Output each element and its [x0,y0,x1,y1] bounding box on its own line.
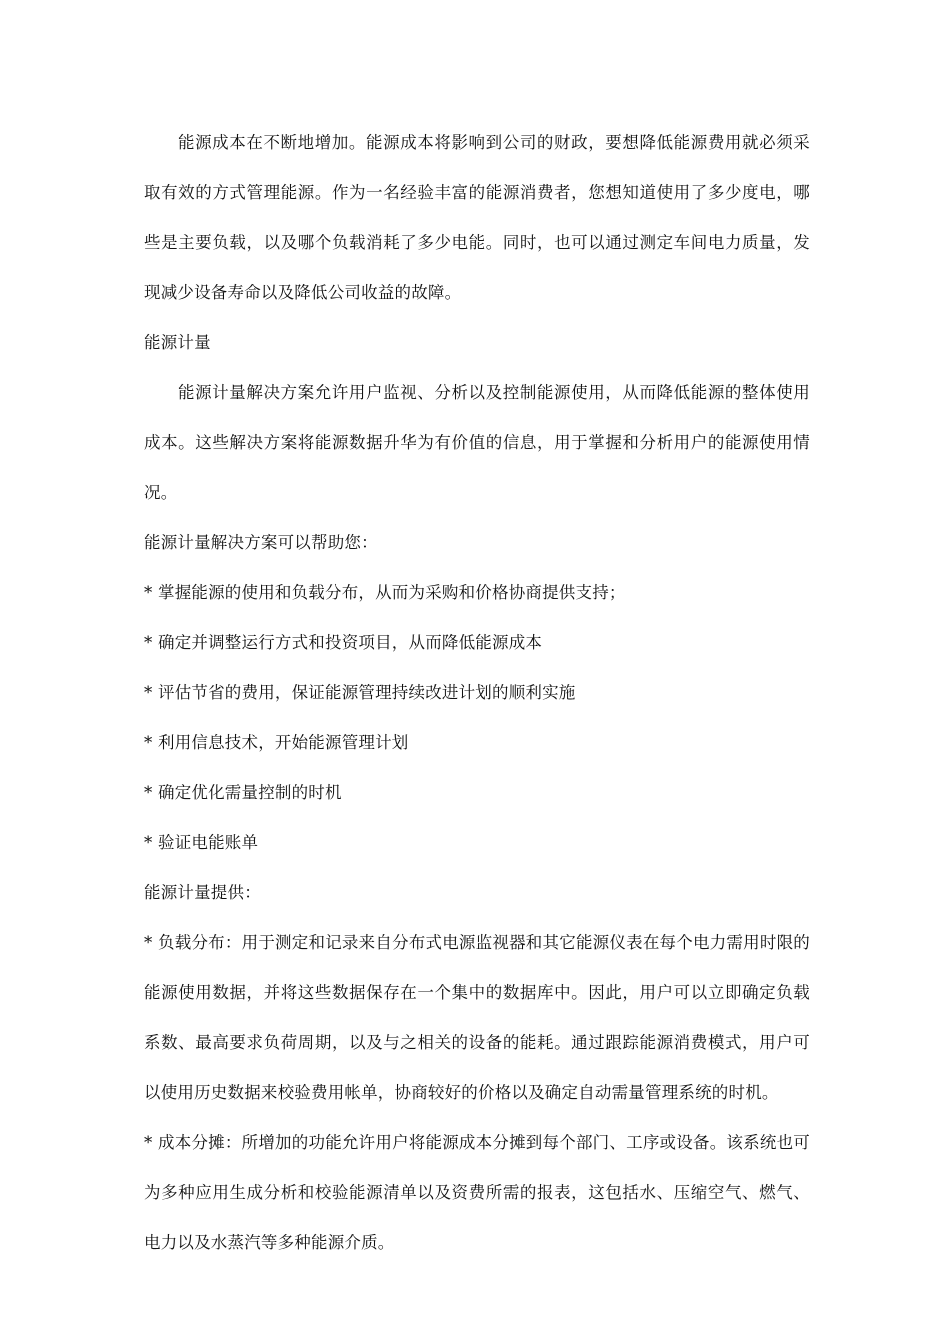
help-list-item [144,618,810,668]
document-body [144,118,810,1268]
help-item-text: 评估节省的费用，保证能源管理持续改进计划的顺利实施 [158,683,576,702]
help-item-text: 利用信息技术，开始能源管理计划 [158,733,409,752]
bullet-mark: * [144,1133,153,1152]
help-heading: 能源计量解决方案可以帮助您： [144,533,378,552]
provide-item-text: 成本分摊：所增加的功能允许用户将能源成本分摊到每个部门、工序或设备。该系统也可为多种应用生成分析和校验能源清单以及资费所需的报表，这包括水、压缩空气、燃气、电力以及水蒸汽等多种能源介质。 [144,1133,810,1252]
bullet-mark: * [144,733,153,752]
bullet-mark: * [144,683,153,702]
provide-list-item [144,1118,810,1268]
help-list-item [144,568,810,618]
provide-list-item [144,918,810,1118]
intro-paragraph: 能源成本在不断地增加。能源成本将影响到公司的财政，要想降低能源费用就必须采取有效的方式管理能源。作为一名经验丰富的能源消费者，您想知道使用了多少度电，哪些是主要负载，以及哪个负载消耗了多少电能。同时，也可以通过测定车间电力质量，发现减少设备寿命以及降低公司收益的故障。 [144,133,810,302]
help-item-text: 确定优化需量控制的时机 [158,783,342,802]
bullet-mark: * [144,783,153,802]
bullet-mark: * [144,933,153,952]
provide-item-text: 负载分布：用于测定和记录来自分布式电源监视器和其它能源仪表在每个电力需用时限的能源使用数据，并将这些数据保存在一个集中的数据库中。因此，用户可以立即确定负载系数、最高要求负荷周期，以及与之相关的设备的能耗。通过跟踪能源消费模式，用户可以使用历史数据来校验费用帐单，协商较好的价格以及确定自动需量管理系统的时机。 [144,933,810,1102]
bullet-mark: * [144,583,153,602]
help-list-item [144,718,810,768]
section-intro-paragraph: 能源计量解决方案允许用户监视、分析以及控制能源使用，从而降低能源的整体使用成本。这些解决方案将能源数据升华为有价值的信息，用于掌握和分析用户的能源使用情况。 [144,383,810,502]
help-item-text: 验证电能账单 [158,833,259,852]
help-list-item [144,668,810,718]
help-list-item [144,768,810,818]
section-title: 能源计量 [144,333,211,352]
help-item-text: 掌握能源的使用和负载分布，从而为采购和价格协商提供支持； [158,583,626,602]
provide-heading: 能源计量提供： [144,883,261,902]
bullet-mark: * [144,833,153,852]
bullet-mark: * [144,633,153,652]
help-item-text: 确定并调整运行方式和投资项目，从而降低能源成本 [158,633,543,652]
help-list-item [144,818,810,868]
